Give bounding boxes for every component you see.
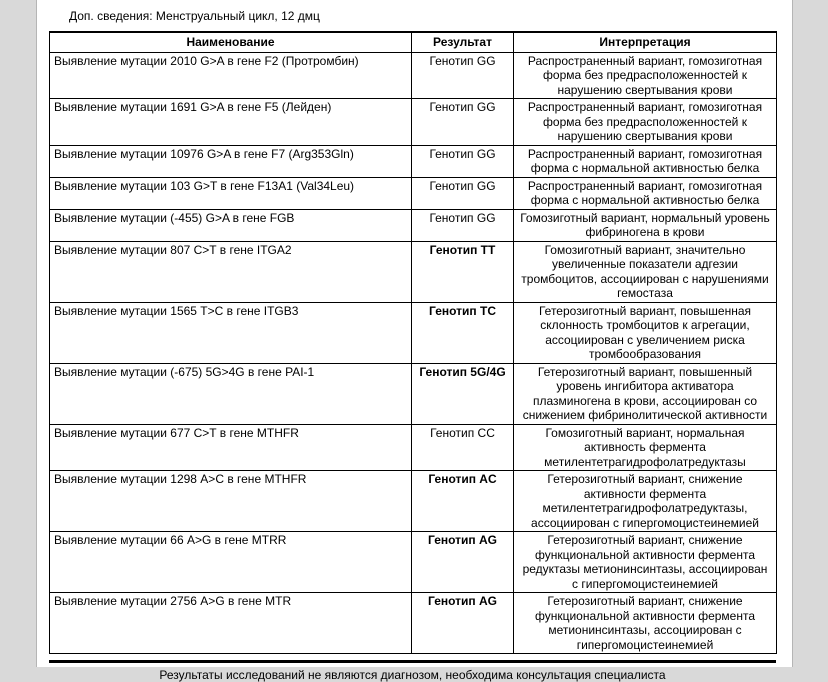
test-name: Выявление мутации 66 A>G в гене MTRR — [50, 532, 412, 593]
test-result: Генотип GG — [412, 145, 514, 177]
test-result: Генотип AG — [412, 593, 514, 654]
test-result: Генотип GG — [412, 52, 514, 99]
test-interpretation: Гомозиготный вариант, значительно увеличенные показатели адгезии тромбоцитов, ассоциирован с нарушениями гемостаза — [514, 241, 777, 302]
table-row — [50, 209, 777, 241]
test-interpretation: Распространенный вариант, гомозиготная форма без предрасположенностей к нарушению свертывания крови — [514, 99, 777, 146]
column-header-interpretation: Интерпретация — [514, 32, 777, 52]
test-interpretation: Распространенный вариант, гомозиготная форма с нормальной активностью белка — [514, 177, 777, 209]
table-row — [50, 532, 777, 593]
table-header-row — [50, 32, 777, 52]
test-interpretation: Гетерозиготный вариант, повышенная склонность тромбоцитов к агрегации, ассоциирован с увеличением риска тромбообразования — [514, 302, 777, 363]
table-row — [50, 99, 777, 146]
column-header-result: Результат — [412, 32, 514, 52]
test-interpretation: Гомозиготный вариант, нормальная активность фермента метилентетрагидрофолатредуктазы — [514, 424, 777, 471]
test-result: Генотип AG — [412, 532, 514, 593]
table-row — [50, 177, 777, 209]
table-row — [50, 52, 777, 99]
test-name: Выявление мутации 1298 A>C в гене MTHFR — [50, 471, 412, 532]
table-row — [50, 424, 777, 471]
test-result: Генотип GG — [412, 209, 514, 241]
report-page — [36, 0, 793, 682]
test-interpretation: Распространенный вариант, гомозиготная форма без предрасположенностей к нарушению свертывания крови — [514, 52, 777, 99]
test-interpretation: Гетерозиготный вариант, снижение функциональной активности фермента редуктазы метионинсинтазы, ассоциирован с гипергомоцистеинемией — [514, 532, 777, 593]
test-interpretation: Гомозиготный вариант, нормальный уровень фибриногена в крови — [514, 209, 777, 241]
table-row — [50, 593, 777, 654]
test-result: Генотип TC — [412, 302, 514, 363]
footer-partial-text: Результаты исследований не являются диагнозом, необходима консультация специалиста — [159, 668, 666, 682]
table-row — [50, 145, 777, 177]
table-row — [50, 302, 777, 363]
test-result: Генотип GG — [412, 99, 514, 146]
test-name: Выявление мутации (-455) G>A в гене FGB — [50, 209, 412, 241]
table-row — [50, 241, 777, 302]
test-result: Генотип 5G/4G — [412, 363, 514, 424]
test-name: Выявление мутации 10976 G>A в гене F7 (Arg353Gln) — [50, 145, 412, 177]
test-name: Выявление мутации 807 C>T в гене ITGA2 — [50, 241, 412, 302]
test-result: Генотип AC — [412, 471, 514, 532]
test-interpretation: Гетерозиготный вариант, снижение функциональной активности фермента метионинсинтазы, ассоциирован с гипергомоцистеинемией — [514, 593, 777, 654]
test-name: Выявление мутации 103 G>T в гене F13A1 (Val34Leu) — [50, 177, 412, 209]
results-table — [49, 31, 777, 654]
test-result: Генотип GG — [412, 177, 514, 209]
test-result: Генотип TT — [412, 241, 514, 302]
test-interpretation: Гетерозиготный вариант, снижение активности фермента метилентетрагидрофолатредуктазы, ассоциирован с гипергомоцистеинемией — [514, 471, 777, 532]
test-name: Выявление мутации (-675) 5G>4G в гене PAI-1 — [50, 363, 412, 424]
test-name: Выявление мутации 2010 G>A в гене F2 (Протромбин) — [50, 52, 412, 99]
test-name: Выявление мутации 1565 T>C в гене ITGB3 — [50, 302, 412, 363]
table-end-rule — [49, 660, 776, 663]
table-row — [50, 363, 777, 424]
test-name: Выявление мутации 1691 G>A в гене F5 (Лейден) — [50, 99, 412, 146]
test-name: Выявление мутации 677 C>T в гене MTHFR — [50, 424, 412, 471]
test-interpretation: Гетерозиготный вариант, повышенный уровень ингибитора активатора плазминогена в крови, ассоциирован со снижением фибринолитической активности — [514, 363, 777, 424]
test-name: Выявление мутации 2756 A>G в гене MTR — [50, 593, 412, 654]
test-result: Генотип CC — [412, 424, 514, 471]
results-table-body — [50, 52, 777, 654]
additional-info-line: Доп. сведения: Менструальный цикл, 12 дмц — [69, 9, 320, 23]
column-header-name: Наименование — [50, 32, 412, 52]
test-interpretation: Распространенный вариант, гомозиготная форма с нормальной активностью белка — [514, 145, 777, 177]
table-row — [50, 471, 777, 532]
